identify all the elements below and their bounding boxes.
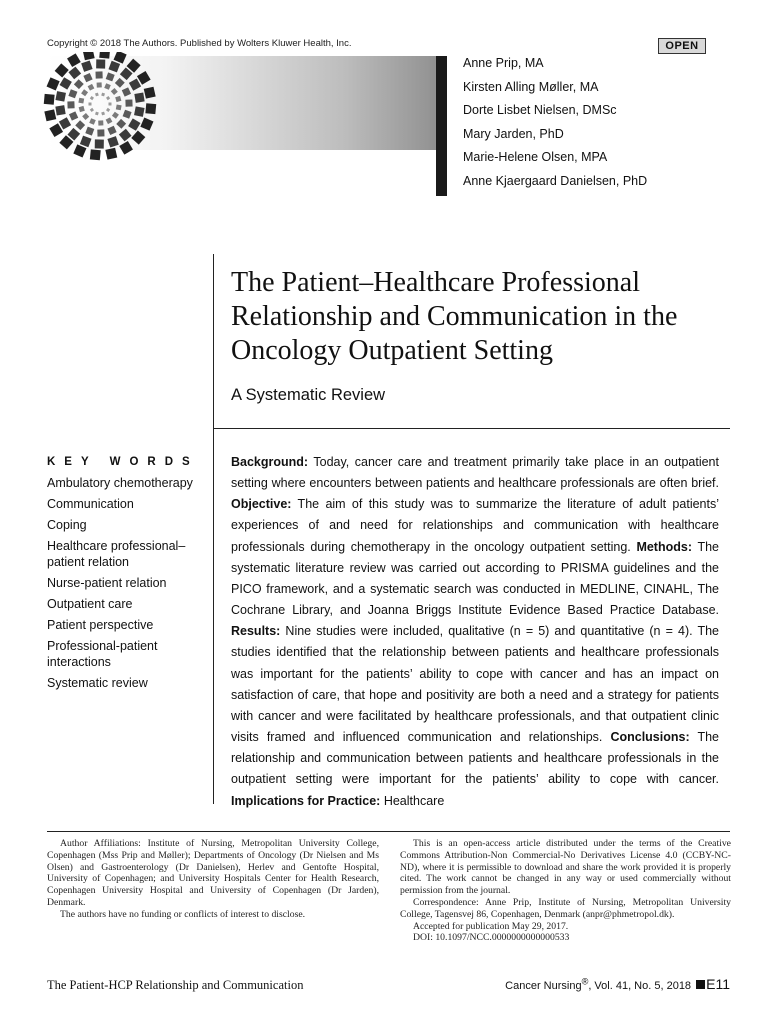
logo-square <box>59 117 71 129</box>
author-name: Dorte Lisbet Nielsen, DMSc <box>463 103 617 117</box>
logo-square <box>89 103 92 106</box>
abstract-label-implications: Implications for Practice: <box>231 793 381 808</box>
keyword-item: Outpatient care <box>47 597 133 611</box>
logo-square <box>115 96 121 102</box>
logo-square <box>119 129 132 142</box>
keyword-item: Coping <box>47 518 87 532</box>
logo-square <box>97 82 102 87</box>
author-name: Anne Kjaergaard Danielsen, PhD <box>463 173 648 188</box>
logo-square <box>119 141 133 155</box>
logo-square <box>69 111 78 120</box>
abstract-label-results: Results: <box>231 624 281 639</box>
footnote-affiliations <box>47 838 379 921</box>
logo-square <box>134 106 145 117</box>
logo-square <box>81 60 92 71</box>
logo-square <box>80 136 92 148</box>
affiliations-text: Author Affiliations: Institute of Nursing, Metropolitan University College, Copenhagen (Mss Prip and Møller); Departments of Oncology (Dr Nielsen and Ms Olsen) and Gastroenterology (Dr Danielsen), Herlev and Gentofte Hospital, University of Copenhagen; and University Hospitals Center for Health Research, Copenhagen University Hospital and University of Copenhagen (Dr Jarden), Denmark. <box>47 838 379 908</box>
logo-square <box>73 144 86 157</box>
logo-square <box>55 105 65 115</box>
logo-square <box>106 72 115 81</box>
logo-square <box>140 118 153 131</box>
logo-square <box>68 89 77 98</box>
copyright-notice: Copyright © 2018 The Authors. Published by Wolters Kluwer Health, Inc. <box>47 38 352 49</box>
logo-square <box>81 89 88 96</box>
running-title: The Patient-HCP Relationship and Communication <box>47 978 304 992</box>
logo-square <box>83 73 92 82</box>
registered-mark: ® <box>581 976 589 987</box>
logo-square <box>109 103 112 106</box>
license-text: This is an open-access article distributed under the terms of the Creative Commons Attribution-Non Commercial-No Derivatives License 4.0 (CCBY-NC-ND), where it is permissible to download and share the work provided it is properly cited. The work cannot be changed in any way or used commercially without permission from the journal. <box>400 838 731 897</box>
author-name: Kirsten Alling Møller, MA <box>463 79 599 94</box>
logo-square <box>111 88 118 95</box>
logo-square <box>108 61 120 73</box>
logo-square <box>67 101 74 108</box>
logo-square <box>95 93 99 97</box>
abstract-text-conclusions: The relationship and communication between patients and healthcare professionals in the outpatient setting were important for the patients’ ability to cope with cancer. <box>231 730 719 787</box>
logo-square <box>104 83 111 90</box>
logo-square <box>90 96 94 100</box>
logo-square <box>60 77 72 89</box>
author-name: Mary Jarden, PhD <box>463 126 564 141</box>
logo-square <box>125 99 132 106</box>
article-title: The Patient–Healthcare Professional Relationship and Communication in the Oncology Outpatient Setting <box>231 267 678 366</box>
logo-square <box>95 112 99 116</box>
keywords-heading: KEY WORDS <box>47 456 199 468</box>
logo-square <box>144 87 156 99</box>
logo-square <box>122 87 131 96</box>
logo-square <box>116 119 126 129</box>
accepted-date: Accepted for publication May 29, 2017. <box>413 920 569 932</box>
logo-square <box>101 112 105 116</box>
logo-square <box>44 94 55 105</box>
logo-square <box>116 104 122 110</box>
logo-square <box>106 117 113 124</box>
logo-square <box>106 96 110 100</box>
logo-square <box>115 78 125 88</box>
logo-square <box>55 63 69 77</box>
footnote-divider <box>47 831 730 832</box>
keyword-item: Patient perspective <box>47 618 154 632</box>
abstract-text-methods: The systematic literature review was carried out according to PRISMA guidelines and the PICO framework, and a systematic search was conducted in MEDLINE, CINAHL, The Cochrane Library, and Joanna Briggs Institute Evidence Based Practice Database. <box>231 539 719 618</box>
logo-square <box>123 110 132 119</box>
abstract-text-results: Nine studies were included, qualitative (n = 5) and quantitative (n = 4). The studies identified that the relationship between patients and healthcare professionals was important for the patients’ ability to cope with cancer and has an impact on satisfaction of care, that hope and positivity are both a need and a strategy for patients with cancer and were facilitated by healthcare professionals, and that outpatient clinic visits framed and influenced communication and relationships. <box>231 624 719 745</box>
abstract-label-objective: Objective: <box>231 497 292 512</box>
abstract-text-implications: Healthcare <box>380 793 445 808</box>
abstract-label-methods: Methods: <box>636 539 692 554</box>
logo-square <box>68 67 81 80</box>
logo-square <box>90 108 94 112</box>
logo-square <box>97 129 104 136</box>
footnote-license <box>400 838 731 944</box>
logo-square <box>98 120 103 125</box>
keyword-item: Nurse-patient relation <box>47 576 167 590</box>
logo-square <box>128 118 140 130</box>
abstract-text-objective: The aim of this study was to summarize the literature of adult patients’ experiences of and need for relationships and communication with healthcare professionals during chemotherapy in the oncology outpatient setting. <box>231 497 719 554</box>
logo-square <box>44 109 56 121</box>
logo-square <box>47 77 60 90</box>
page-number: E11 <box>706 976 730 992</box>
journal-citation <box>505 976 730 992</box>
keyword-item: Ambulatory chemotherapy <box>47 476 193 490</box>
logo-square <box>95 71 102 78</box>
logo-square <box>131 131 145 145</box>
article-subtitle: A Systematic Review <box>231 386 386 404</box>
logo-square <box>89 118 96 125</box>
logo-square <box>96 59 105 68</box>
keyword-item: Professional-patient interactions <box>47 639 158 669</box>
square-bullet-icon <box>696 980 705 989</box>
correspondence-text: Correspondence: Anne Prip, Institute of Nursing, Metropolitan University College, Tagensvej 86, Copenhagen, Denmark (anpr@phmetropol.dk). <box>400 896 731 920</box>
journal-name: Cancer Nursing <box>505 980 582 992</box>
logo-square <box>107 136 118 147</box>
doi-text: DOI: 10.1097/NCC.0000000000000533 <box>413 932 570 944</box>
logo-square <box>88 84 95 91</box>
logo-square <box>145 103 156 114</box>
journal-details: , Vol. 41, No. 5, 2018 <box>588 980 692 992</box>
logo-square <box>95 139 104 148</box>
logo-square <box>90 149 101 160</box>
abstract-text-background: Today, cancer care and treatment primarily take place in an outpatient setting where encounters between patients and healthcare professionals are often brief. <box>231 455 719 491</box>
logo-square <box>67 53 81 67</box>
logo-square <box>129 78 141 90</box>
logo-square <box>99 52 110 59</box>
abstract <box>231 452 719 812</box>
conflicts-text: The authors have no funding or conflicts of interest to disclose. <box>60 908 306 920</box>
logo-square <box>74 79 84 89</box>
keywords-list <box>47 475 207 696</box>
logo-square <box>75 120 85 130</box>
keyword-item: Systematic review <box>47 676 148 690</box>
logo-square <box>82 113 89 120</box>
logo-square <box>83 52 95 60</box>
logo-square <box>79 106 85 112</box>
title-divider <box>213 428 730 429</box>
logo-square <box>106 108 110 112</box>
column-divider-vertical <box>213 254 214 804</box>
author-name: Anne Prip, MA <box>463 56 544 70</box>
logo-square <box>107 126 116 135</box>
header-vertical-bar <box>436 56 447 196</box>
keyword-item: Healthcare professional–patient relation <box>47 539 186 569</box>
logo-square <box>134 93 144 103</box>
logo-square <box>114 52 127 64</box>
logo-square <box>105 148 117 160</box>
open-access-badge: OPEN <box>658 38 706 54</box>
abstract-label-background: Background: <box>231 455 309 469</box>
author-list <box>463 52 647 193</box>
logo-square <box>78 98 84 104</box>
logo-square <box>101 93 105 97</box>
keyword-item: Communication <box>47 497 134 511</box>
author-name: Marie-Helene Olsen, MPA <box>463 150 608 164</box>
logo-square <box>55 91 66 102</box>
journal-logo-graphic <box>42 52 162 162</box>
logo-square <box>112 112 119 119</box>
abstract-label-conclusions: Conclusions: <box>610 730 690 745</box>
logo-square <box>85 127 94 136</box>
